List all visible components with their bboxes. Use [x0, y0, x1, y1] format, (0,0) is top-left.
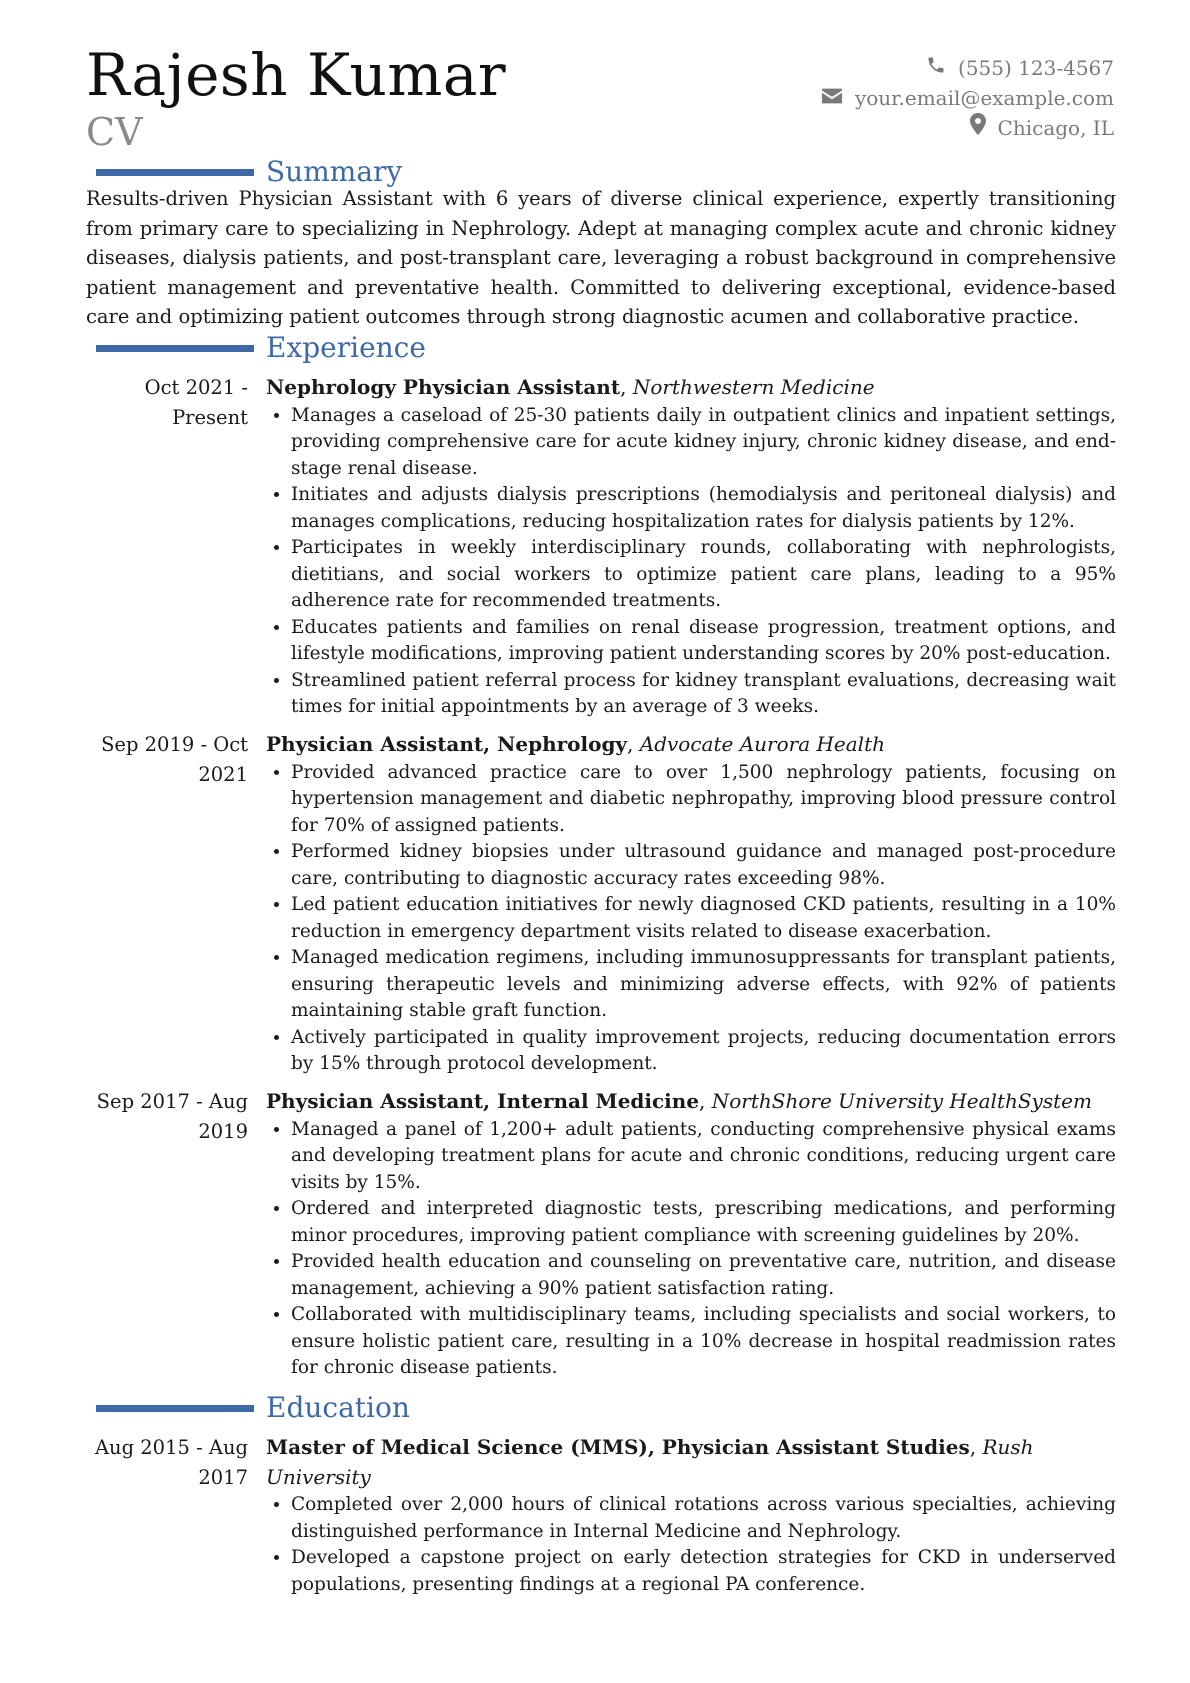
entry-heading: Physician Assistant, Nephrology, Advocate Aurora Health [266, 732, 885, 756]
bullet-item: • Ordered and interpreted diagnostic tests, prescribing medications, and performing minor procedures, improving patient compliance with screening guidelines by 20%. [291, 1196, 1116, 1249]
bullet-item: • Collaborated with multidisciplinary teams, including specialists and social workers, to ensure holistic patient care, resulting in a 10% decrease in hospital readmission rates for chronic disease patients. [291, 1302, 1116, 1382]
bullet-item: • Initiates and adjusts dialysis prescriptions (hemodialysis and peritoneal dialysis) and manages complications, reducing hospitalization rates for dialysis patients by 12%. [291, 482, 1116, 535]
entry-body [266, 1087, 1116, 1382]
entry-body [266, 373, 1116, 721]
summary-text: Results-driven Physician Assistant with 6 years of diverse clinical experience, expertly transitioning from primary care to specializing in Nephrology. Adept at managing complex acute and chronic kidney diseases, dialysis patients, and post-transplant care, leveraging a robust background in comprehensive patient management and preventative health. Committed to delivering exceptional, evidence-based care and optimizing patient outcomes through strong diagnostic acumen and collaborative practice. [86, 187, 1116, 328]
entry-date: Sep 2017 - Aug 2019 [96, 1090, 248, 1143]
bullet-item: • Participates in weekly interdisciplinary rounds, collaborating with nephrologists, dietitians, and social workers to optimize patient care plans, leading to a 95% adherence rate for recommended treatments. [291, 535, 1116, 615]
bullet-item: • Actively participated in quality improvement projects, reducing documentation errors by 15% through protocol development. [291, 1025, 1116, 1078]
entry-body [266, 730, 1116, 1078]
entry-role: Physician Assistant, Internal Medicine [266, 1089, 700, 1113]
entry-heading: Master of Medical Science (MMS), Physician Assistant Studies, Rush University [266, 1435, 1034, 1489]
entry-role: Nephrology Physician Assistant [266, 375, 621, 399]
candidate-name: Rajesh Kumar [86, 41, 507, 109]
phone-row [821, 53, 1114, 83]
entry-role: Physician Assistant, Nephrology [266, 732, 628, 756]
envelope-icon [821, 83, 855, 113]
section-accent-bar [96, 345, 254, 352]
entry-bullets [266, 1117, 1116, 1382]
entry-organization: NorthShore University HealthSystem [711, 1089, 1092, 1113]
entry-date: Sep 2019 - Oct 2021 [101, 733, 248, 786]
entry-bullets [266, 760, 1116, 1078]
entry-body [266, 1433, 1116, 1598]
phone-icon [926, 53, 958, 83]
entry-institution: Rush University [266, 1435, 1034, 1489]
bullet-item: • Manages a caseload of 25-30 patients daily in outpatient clinics and inpatient settings, providing comprehensive care for acute kidney injury, chronic kidney disease, and end-stage renal disease. [291, 403, 1116, 483]
map-marker-icon [970, 113, 998, 143]
bullet-item: • Provided health education and counseling on preventative care, nutrition, and disease management, achieving a 90% patient satisfaction rating. [291, 1249, 1116, 1302]
entry-organization: Advocate Aurora Health [639, 732, 885, 756]
entry-heading: Nephrology Physician Assistant, Northwestern Medicine [266, 375, 875, 399]
entry-degree: Master of Medical Science (MMS), Physician Assistant Studies [266, 1435, 970, 1459]
bullet-item: • Managed a panel of 1,200+ adult patients, conducting comprehensive physical exams and developing treatment plans for acute and chronic conditions, reducing urgent care visits by 15%. [291, 1117, 1116, 1197]
entry-bullets [266, 1492, 1116, 1598]
section-title-summary: Summary [266, 155, 403, 188]
entry-bullets [266, 403, 1116, 721]
location-row [821, 113, 1114, 143]
phone-text[interactable]: (555) 123-4567 [958, 56, 1114, 80]
location-text: Chicago, IL [997, 116, 1114, 140]
entry-organization: Northwestern Medicine [632, 375, 875, 399]
contact-info [821, 53, 1114, 143]
section-title-experience: Experience [266, 331, 426, 364]
section-accent-bar [96, 1405, 254, 1412]
bullet-item: • Educates patients and families on renal disease progression, treatment options, and lifestyle modifications, improving patient understanding scores by 20% post-education. [291, 615, 1116, 668]
bullet-item: • Completed over 2,000 hours of clinical rotations across various specialties, achieving distinguished performance in Internal Medicine and Nephrology. [291, 1492, 1116, 1545]
email-row [821, 83, 1114, 113]
section-accent-bar [96, 169, 254, 176]
entry-date: Oct 2021 - Present [144, 376, 248, 429]
bullet-item: • Managed medication regimens, including immunosuppressants for transplant patients, ensuring therapeutic levels and minimizing adverse effects, with 92% of patients maintaining stable graft function. [291, 945, 1116, 1025]
entry-date: Aug 2015 - Aug 2017 [94, 1436, 248, 1489]
section-title-education: Education [266, 1391, 410, 1424]
bullet-item: • Developed a capstone project on early detection strategies for CKD in underserved populations, presenting findings at a regional PA conference. [291, 1545, 1116, 1598]
bullet-item: • Performed kidney biopsies under ultrasound guidance and managed post-procedure care, contributing to diagnostic accuracy rates exceeding 98%. [291, 839, 1116, 892]
email-text[interactable]: your.email@example.com [854, 86, 1114, 110]
bullet-item: • Streamlined patient referral process for kidney transplant evaluations, decreasing wait times for initial appointments by an average of 3 weeks. [291, 668, 1116, 721]
bullet-item: • Led patient education initiatives for newly diagnosed CKD patients, resulting in a 10% reduction in emergency department visits related to disease exacerbation. [291, 892, 1116, 945]
entry-heading: Physician Assistant, Internal Medicine, NorthShore University HealthSystem [266, 1089, 1092, 1113]
document-subtitle: CV [86, 110, 143, 154]
bullet-item: • Provided advanced practice care to over 1,500 nephrology patients, focusing on hypertension management and diabetic nephropathy, improving blood pressure control for 70% of assigned patients. [291, 760, 1116, 840]
